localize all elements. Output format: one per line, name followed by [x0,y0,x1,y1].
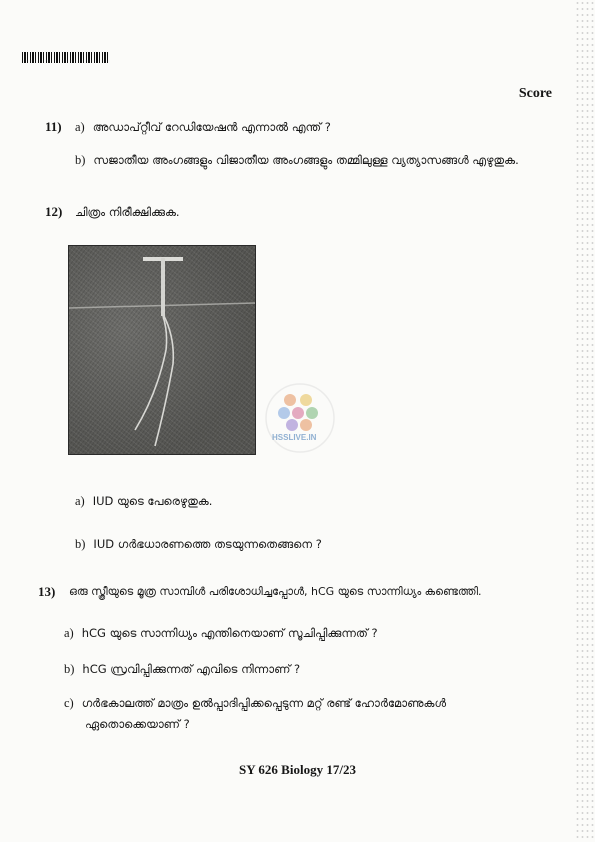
question-13-prompt: ഒരു സ്ത്രീയുടെ മൂത്ര സാമ്പിൾ പരിശോധിച്ചപ്പോൾ, hCG യുടെ സാന്നിധ്യം കണ്ടെത്തി. [69,585,482,598]
question-13c-marker: c) [64,696,74,710]
question-12a-marker: a) [75,494,85,508]
score-label: Score [518,86,552,101]
page-footer: SY 626 Biology 17/23 [239,762,356,777]
question-13c [64,696,446,711]
iud-stem [161,258,165,316]
question-12-number: 12) [45,204,63,219]
page-edge-texture [575,0,595,842]
question-11-number: 11) [45,119,62,134]
watermark-logo [262,378,338,462]
question-12a [75,494,212,509]
iud-photograph [68,245,256,455]
question-11a-text: അഡാപ്റ്റീവ് റേഡിയേഷൻ എന്നാൽ എന്ത് ? [92,120,331,134]
question-13b-text: hCG സ്രവിപ്പിക്കുന്നത് എവിടെ നിന്നാണ് ? [82,662,301,676]
question-11a-marker: a) [75,120,85,134]
question-12b-marker: b) [75,537,86,551]
question-12a-text: IUD യുടെ പേരെഴുതുക. [92,494,213,508]
barcode [22,52,108,63]
question-11b-marker: b) [75,153,86,167]
question-13b [64,662,300,677]
question-13c-text-line1: ഗർഭകാലത്ത് മാത്രം ഉൽപ്പാദിപ്പിക്കപ്പെടുന്ന മറ്റ് രണ്ട് ഹോർമോണുകൾ [81,696,446,710]
question-13c-text-line2: ഏതൊക്കെയാണ് ? [85,717,190,731]
watermark-text: HSSLIVE.IN [272,433,317,442]
iud-thread-left [135,316,167,430]
question-12b [75,537,322,552]
question-11b [75,153,519,168]
question-13a-marker: a) [64,626,74,640]
question-13a [64,626,378,641]
question-12-prompt: ചിത്രം നിരീക്ഷിക്കുക. [75,205,180,219]
question-13b-marker: b) [64,662,75,676]
question-11a [75,120,331,135]
question-12b-text: IUD ഗർഭധാരണത്തെ തടയുന്നതെങ്ങനെ ? [93,537,322,551]
question-13-number: 13) [38,584,56,599]
question-11b-text: സജാതീയ അംഗങ്ങളും വിജാതീയ അംഗങ്ങളും തമ്മിലുള്ള വ്യത്യാസങ്ങൾ എഴുതുക. [93,153,519,167]
question-13a-text: hCG യുടെ സാന്നിധ്യം എന്തിനെയാണ് സൂചിപ്പിക്കുന്നത് ? [81,626,378,640]
iud-image [69,246,255,454]
